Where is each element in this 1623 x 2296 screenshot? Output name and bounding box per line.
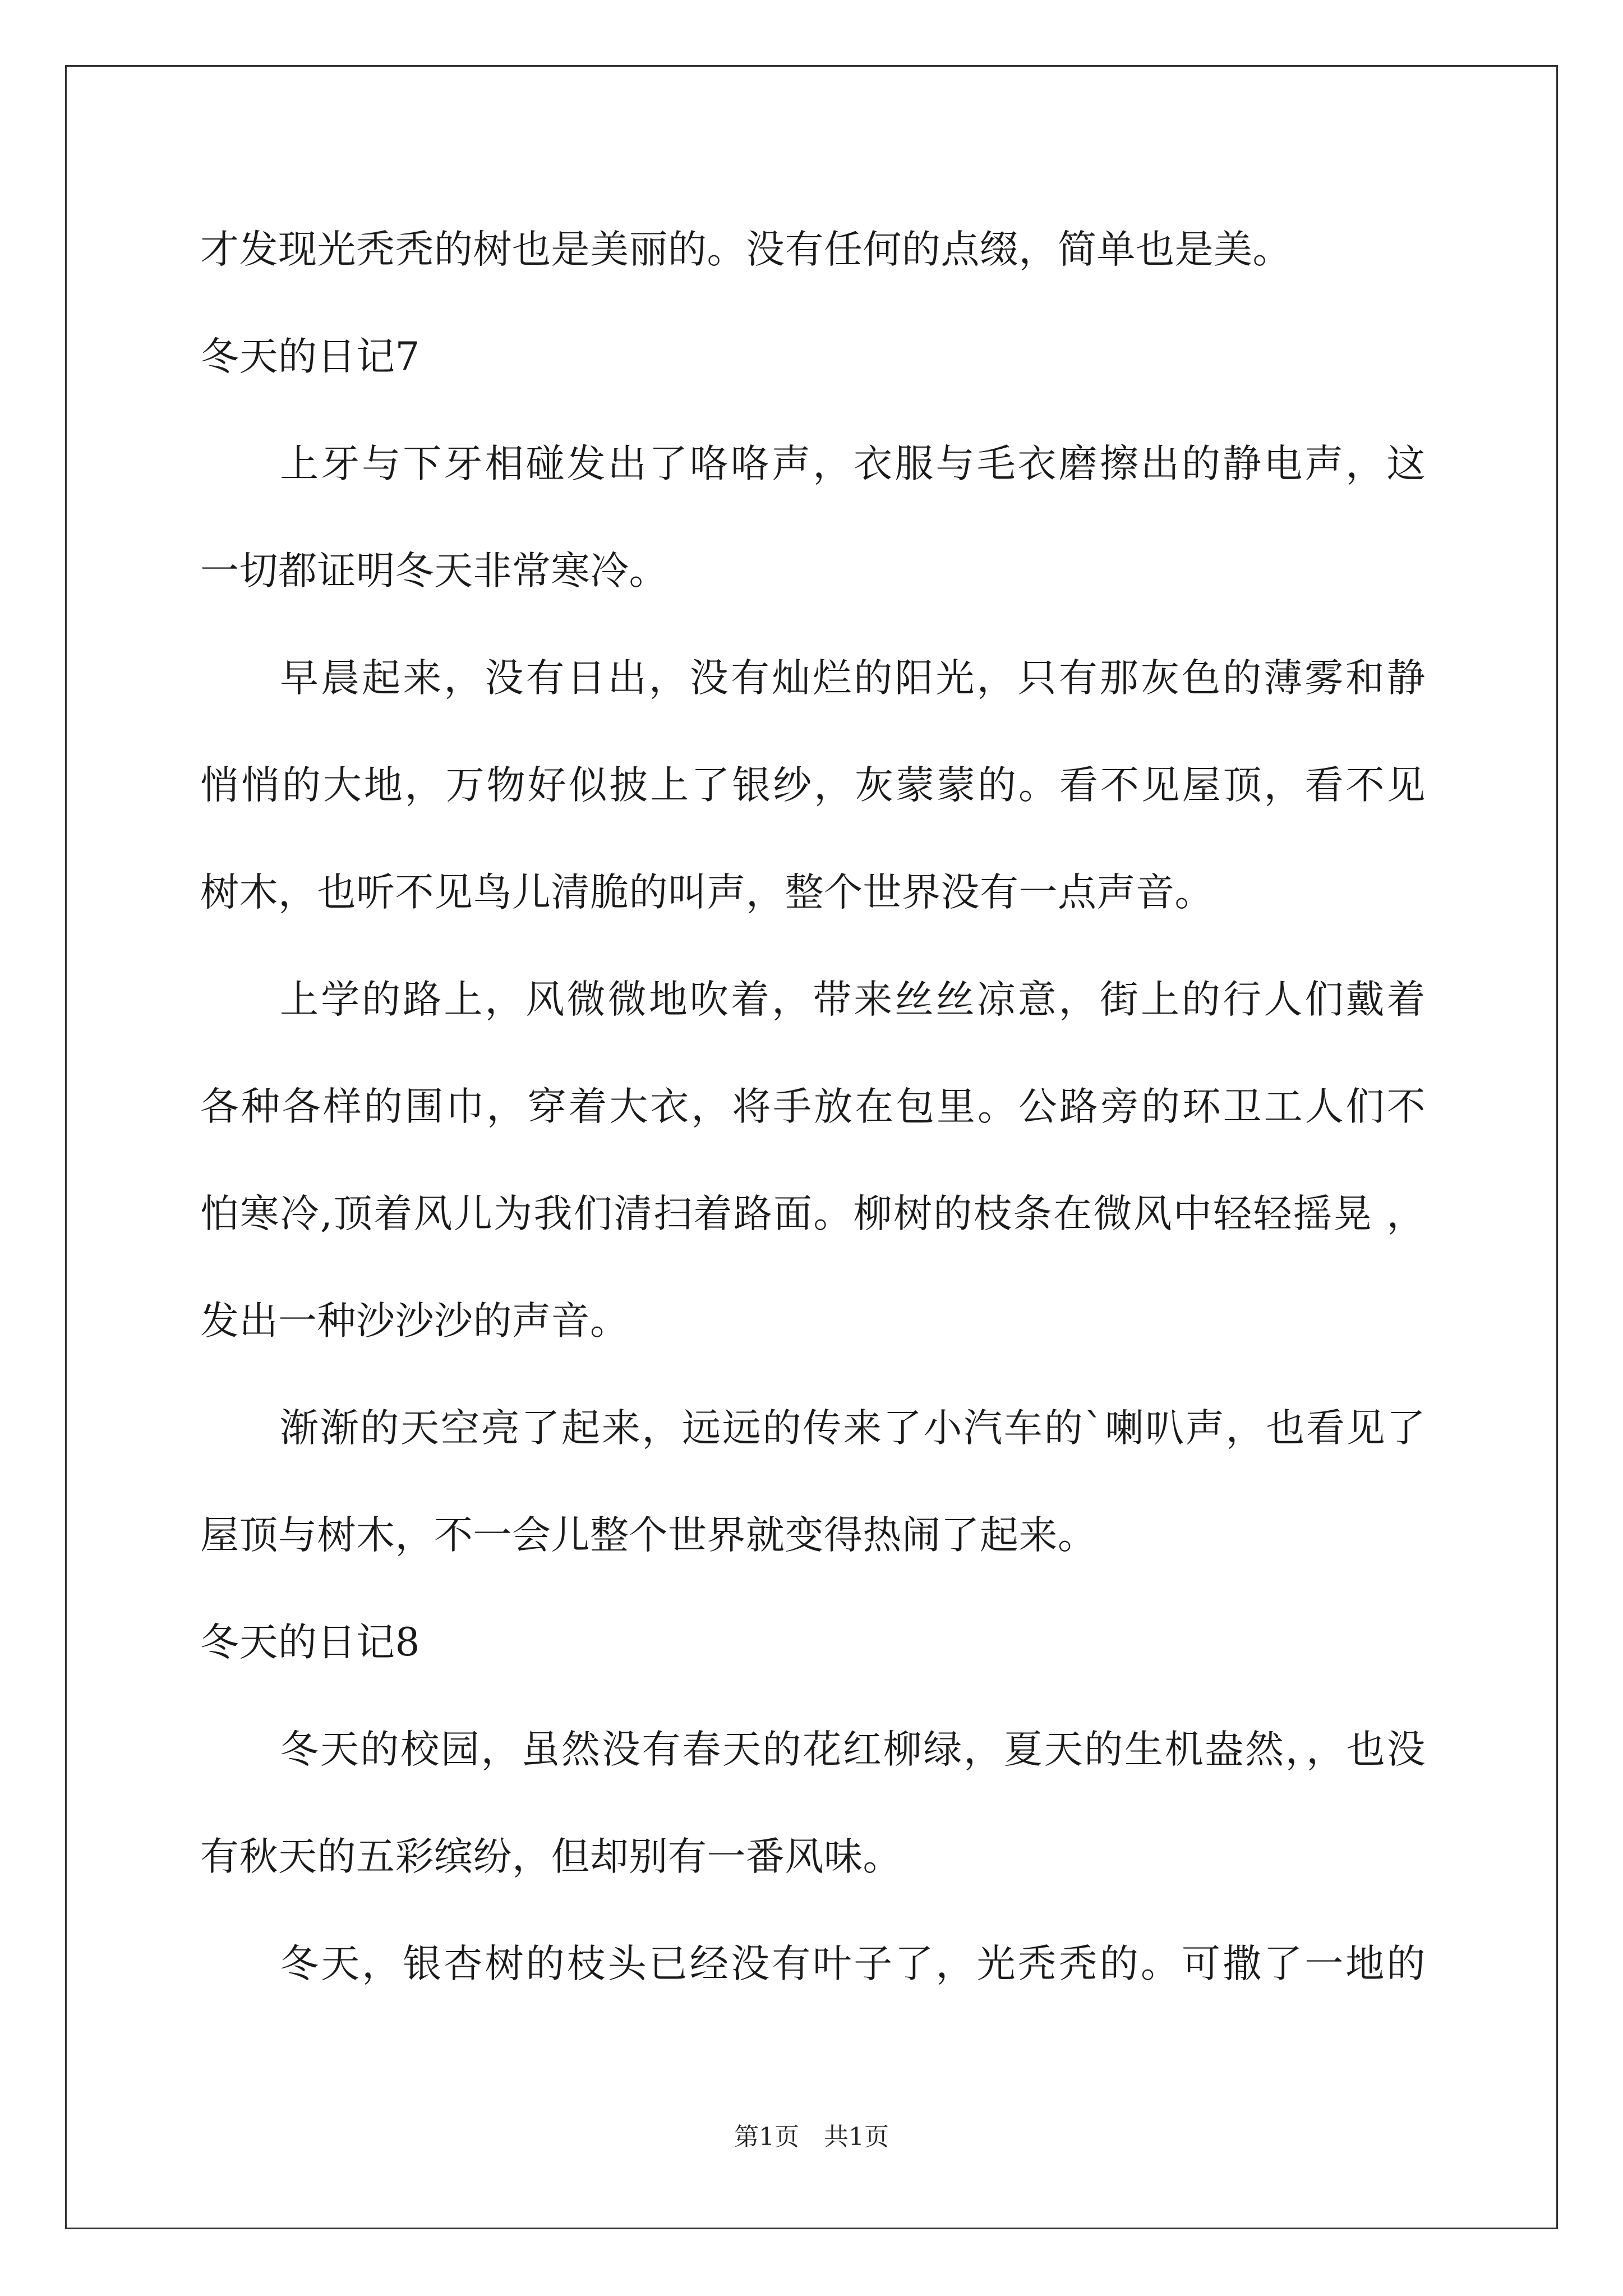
paragraph-line: 上学的路上，风微微地吹着，带来丝丝凉意，街上的行人们戴着 xyxy=(280,977,1426,1022)
paragraph-line: 一切都证明冬天非常寒冷。 xyxy=(200,549,668,593)
section-heading: 冬天的日记8 xyxy=(200,1620,420,1665)
paragraph-line: 上牙与下牙相碰发出了咯咯声，衣服与毛衣磨擦出的静电声，这 xyxy=(280,441,1426,486)
section-heading: 冬天的日记7 xyxy=(200,334,420,379)
paragraph-line: 冬天，银杏树的枝头已经没有叶子了，光秃秃的。可撒了一地的 xyxy=(280,1941,1426,1986)
paragraph-line: 有秋天的五彩缤纷，但却别有一番风味。 xyxy=(200,1834,902,1879)
page-border xyxy=(65,65,1558,2229)
paragraph-line: 屋顶与树木，不一会儿整个世界就变得热闹了起来。 xyxy=(200,1513,1097,1558)
paragraph-line: 渐渐的天空亮了起来，远远的传来了小汽车的`喇叭声，也看见了 xyxy=(280,1406,1426,1451)
paragraph-line: 发出一种沙沙沙的声音。 xyxy=(200,1299,629,1343)
paragraph-line: 冬天的校园，虽然没有春天的花红柳绿，夏天的生机盎然，，也没 xyxy=(280,1727,1426,1772)
paragraph-line: 树木，也听不见鸟儿清脆的叫声，整个世界没有一点声音。 xyxy=(200,870,1214,915)
paragraph-line: 怕寒冷,顶着风儿为我们清扫着路面。柳树的枝条在微风中轻轻摇晃 ， xyxy=(200,1191,1426,1236)
page-footer: 第1页 共1页 xyxy=(734,2123,889,2151)
paragraph-line: 悄悄的大地，万物好似披上了银纱，灰蒙蒙的。看不见屋顶，看不见 xyxy=(200,763,1426,808)
paragraph-line: 才发现光秃秃的树也是美丽的。没有任何的点缀，简单也是美。 xyxy=(200,227,1292,272)
paragraph-line: 早晨起来，没有日出，没有灿烂的阳光，只有那灰色的薄雾和静 xyxy=(280,656,1426,701)
paragraph-line: 各种各样的围巾，穿着大衣，将手放在包里。公路旁的环卫工人们不 xyxy=(200,1084,1426,1129)
